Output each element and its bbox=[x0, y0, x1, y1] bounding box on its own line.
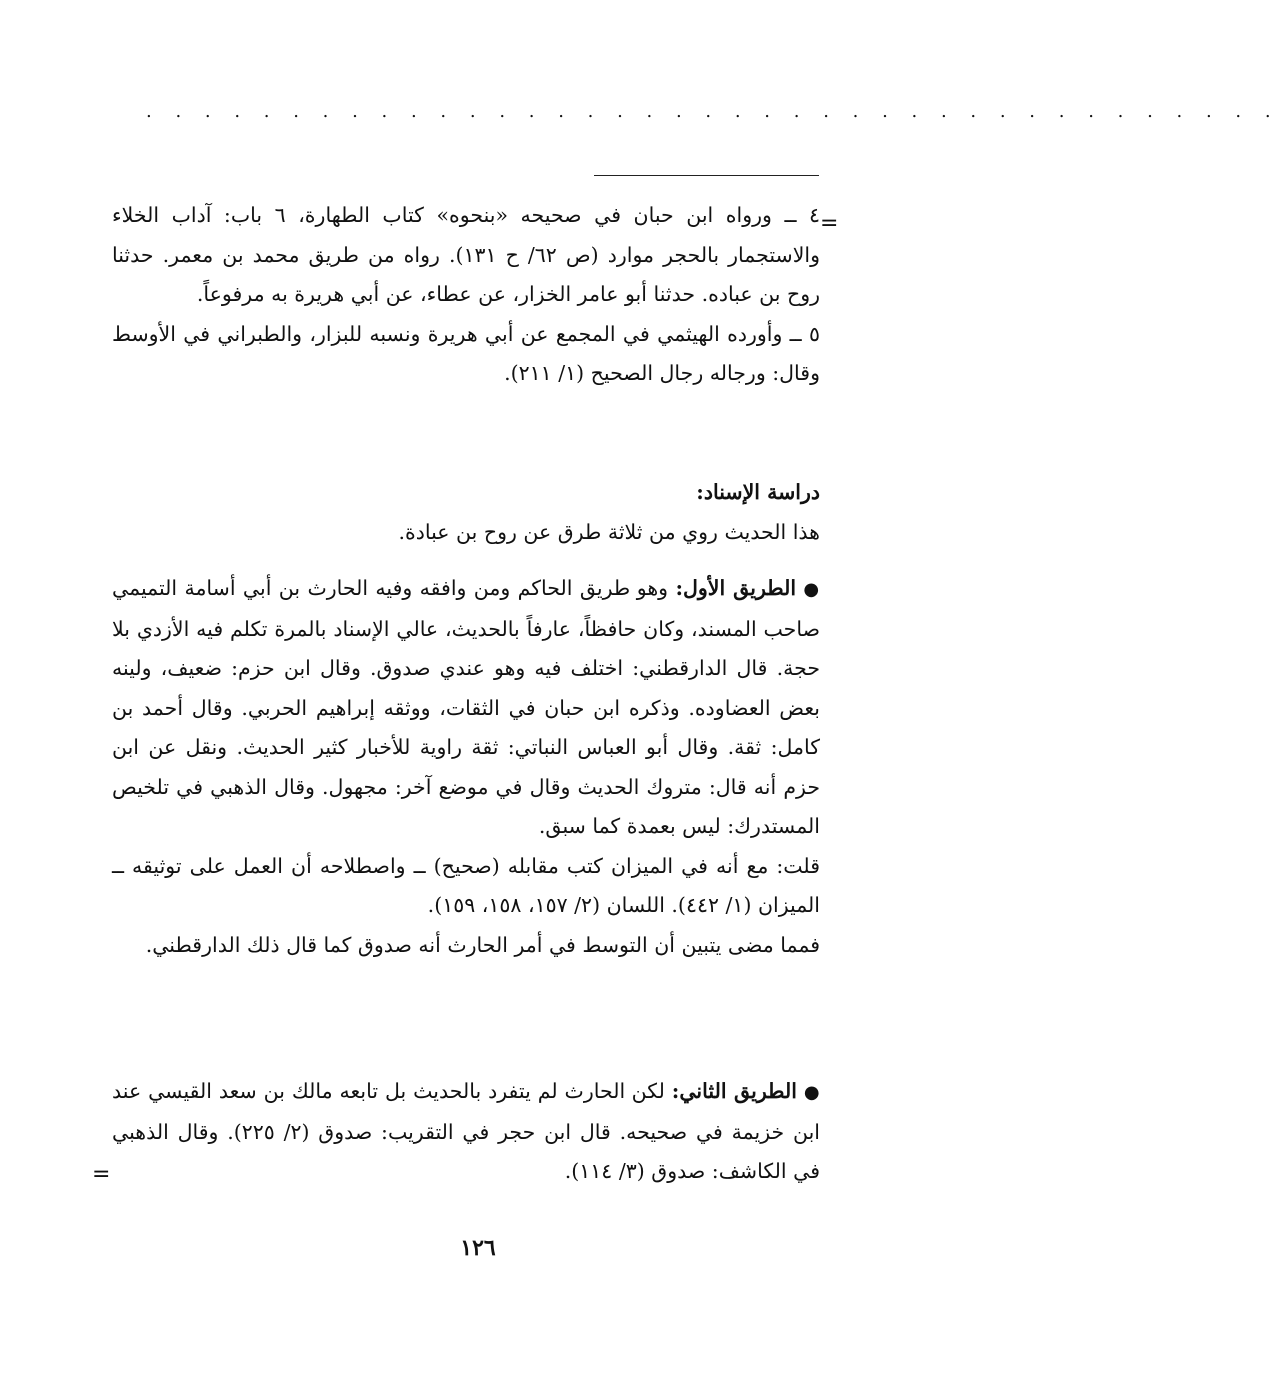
bullet-icon: ● bbox=[803, 579, 820, 600]
first-route-paragraph bbox=[112, 569, 820, 847]
footnote-4: ٤ ــ ورواه ابن حبان في صحيحه «بنحوه» كتاب الطهارة، ٦ باب: آداب الخلاء والاستجمار بالحجر موارد (ص ٦٢/ ح ١٣١). رواه من طريق محمد بن معمر. حدثنا روح بن عباده. حدثنا أبو عامر الخزار، عن عطاء، عن أبي هريرة به مرفوعاً. bbox=[112, 203, 821, 306]
second-route-section bbox=[112, 1072, 820, 1192]
first-route-conclusion: فمما مضى يتبين أن التوسط في أمر الحارث أنه صدوق كما قال ذلك الدارقطني. bbox=[145, 932, 820, 957]
section-heading: دراسة الإسناد: bbox=[696, 480, 820, 504]
section-intro: هذا الحديث روي من ثلاثة طرق عن روح بن عبادة. bbox=[398, 519, 820, 544]
second-route-label: الطريق الثاني: bbox=[671, 1079, 797, 1103]
isnad-study-section bbox=[112, 473, 820, 552]
bullet-icon: ● bbox=[803, 1082, 820, 1103]
second-route-paragraph bbox=[112, 1072, 820, 1192]
footnotes-block bbox=[112, 196, 820, 394]
first-route-section bbox=[112, 569, 820, 965]
continuation-mark-top: = bbox=[820, 211, 839, 236]
first-route-label: الطريق الأول: bbox=[675, 576, 797, 600]
page-number: ١٢٦ bbox=[460, 1235, 496, 1261]
first-route-text: وهو طريق الحاكم ومن وافقه وفيه الحارث بن أبي أسامة التميمي صاحب المسند، وكان حافظاً، عارفاً بالحديث، عالي الإسناد بالمرة تكلم فيه الأزدي بلا حجة. قال الدارقطني: اختلف فيه وهو عندي صدوق. وقال ابن حزم: ضعيف، ولينه بعض العضاوده. وذكره ابن حبان في الثقات، ووثقه إبراهيم الحربي. وقال أحمد بن كامل: ثقة. وقال أبو العباس النباتي: ثقة راوية للأخبار كثير الحديث. ونقل عن ابن حزم أنه قال: متروك الحديث وقال في موضع آخر: مجهول. وقال الذهبي في تلخيص المستدرك: ليس بعمدة كما سبق. bbox=[112, 576, 820, 838]
separator-dots: . . . . . . . . . . . . . . . . . . . . . . . . . . . . . . . . . . . . . . . bbox=[146, 101, 1280, 122]
footnote-rule bbox=[594, 175, 819, 176]
first-route-note: قلت: مع أنه في الميزان كتب مقابله (صحيح) ــ واصطلاحه أن العمل على توثيقه ــ الميزان (١/ ٤٤٢). اللسان (٢/ ١٥٧، ١٥٨، ١٥٩). bbox=[112, 853, 820, 917]
continuation-mark-bottom: = bbox=[92, 1162, 111, 1187]
second-route-text: لكن الحارث لم يتفرد بالحديث بل تابعه مالك بن سعد القيسي عند ابن خزيمة في صحيحه. قال ابن حجر في التقريب: صدوق (٢/ ٢٢٥). وقال الذهبي في الكاشف: صدوق (٣/ ١١٤). bbox=[112, 1079, 820, 1183]
footnote-5: ٥ ــ وأورده الهيثمي في المجمع عن أبي هريرة ونسبه للبزار، والطبراني في الأوسط وقال: ورجاله رجال الصحيح (١/ ٢١١). bbox=[112, 321, 820, 385]
